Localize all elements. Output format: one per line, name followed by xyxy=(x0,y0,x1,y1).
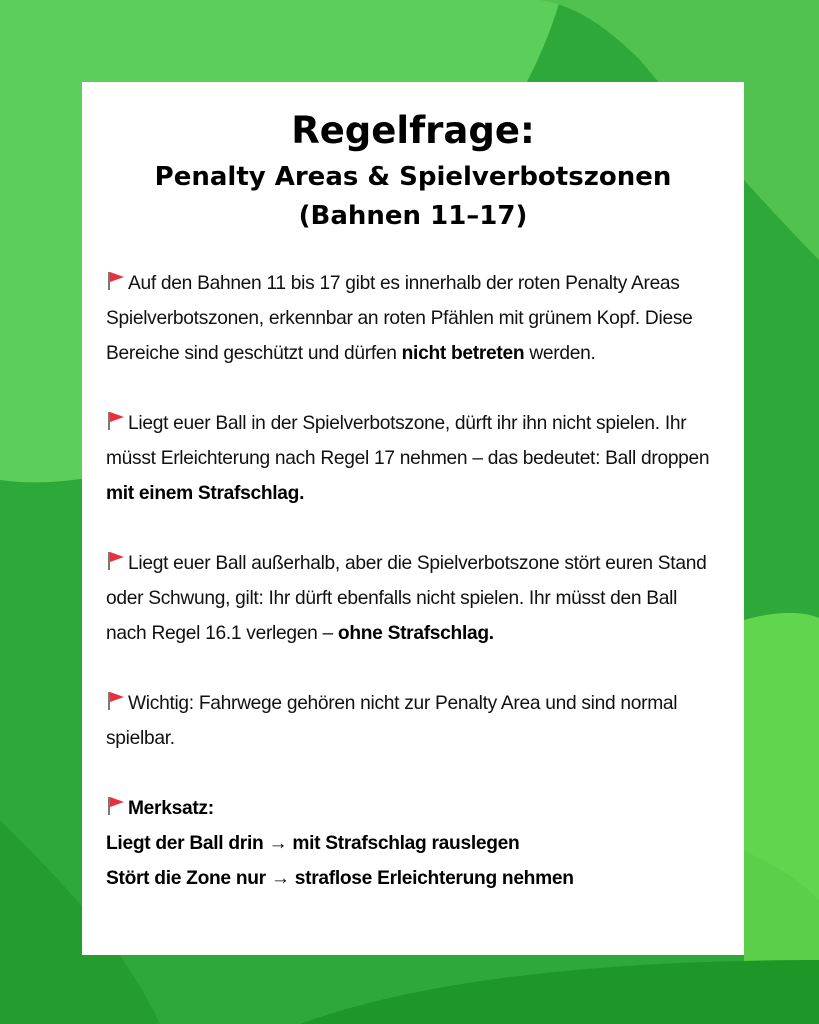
red-flag-icon xyxy=(106,271,126,291)
rules-body xyxy=(106,266,720,896)
motto-heading xyxy=(106,791,720,826)
paragraph-text: Liegt euer Ball außerhalb, aber die Spielverbotszone stört euren Stand oder Schwung, gilt: Ihr dürft ebenfalls nicht spielen. Ihr müsst den Ball nach Regel 16.1 verlegen – xyxy=(106,553,707,644)
red-flag-icon xyxy=(106,411,126,431)
motto-line-2: Stört die Zone nur → straflose Erleichterung nehmen xyxy=(106,868,574,889)
red-flag-icon xyxy=(106,796,126,816)
page-subtitle xyxy=(106,158,720,236)
paragraph-emphasis: nicht betreten xyxy=(401,343,525,364)
paragraph-ball-inside xyxy=(106,406,720,511)
paragraph-no-entry-zones xyxy=(106,266,720,371)
paragraph-text: Auf den Bahnen 11 bis 17 gibt es innerhalb der roten Penalty Areas Spielverbotszonen, erkennbar an roten Pfählen mit grünem Kopf. Diese Bereiche sind geschützt und dürfen xyxy=(106,273,693,364)
motto-line-1: Liegt der Ball drin → mit Strafschlag rauslegen xyxy=(106,833,520,854)
motto-heading-text: Merksatz: xyxy=(128,798,214,819)
subtitle-line-1: Penalty Areas & Spielverbotszonen xyxy=(154,162,672,192)
paragraph-ball-outside xyxy=(106,546,720,651)
subtitle-line-2: (Bahnen 11–17) xyxy=(298,201,528,231)
paragraph-important xyxy=(106,686,720,756)
paragraph-emphasis: mit einem Strafschlag. xyxy=(106,483,305,504)
paragraph-text: Wichtig: Fahrwege gehören nicht zur Penalty Area und sind normal spielbar. xyxy=(106,693,678,749)
red-flag-icon xyxy=(106,551,126,571)
motto-block xyxy=(106,791,720,896)
red-flag-icon xyxy=(106,691,126,711)
paragraph-emphasis: ohne Strafschlag. xyxy=(337,623,494,644)
page-title: Regelfrage: xyxy=(291,109,535,152)
rules-card xyxy=(82,82,744,955)
paragraph-text: werden. xyxy=(524,343,596,364)
paragraph-text: Liegt euer Ball in der Spielverbotszone, dürft ihr ihn nicht spielen. Ihr müsst Erleichterung nach Regel 17 nehmen – das bedeutet: Ball droppen xyxy=(106,413,710,469)
